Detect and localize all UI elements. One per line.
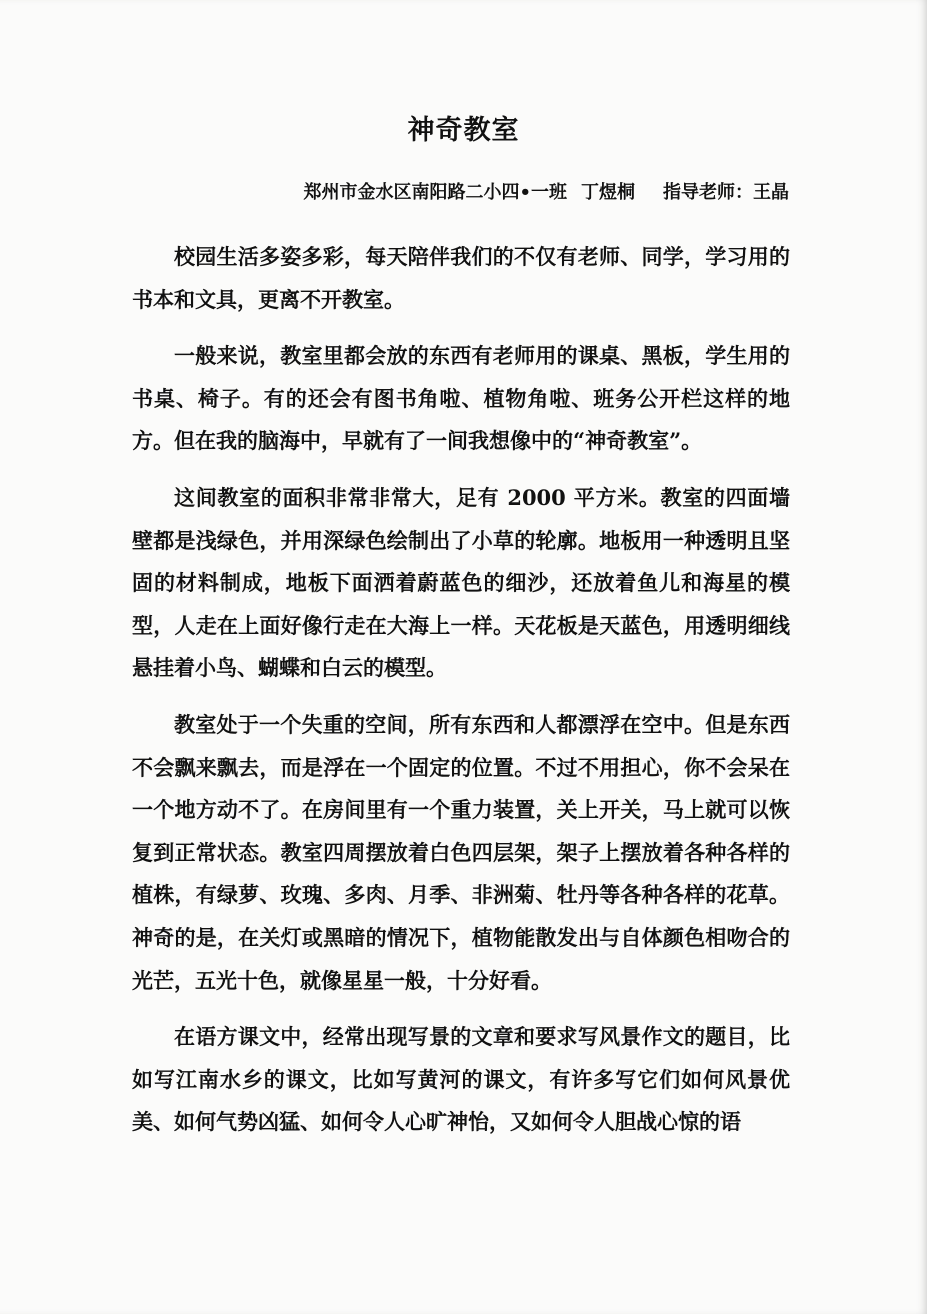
byline-teacher: 指导老师：王晶 xyxy=(663,182,789,203)
paragraph: 教室处于一个失重的空间，所有东西和人都漂浮在空中。但是东西不会飘来飘去，而是浮在一个固定的位置。不过不用担心，你不会呆在一个地方动不了。在房间里有一个重力装置，关上开关，马上就可以恢复到正常状态。教室四周摆放着白色四层架，架子上摆放着各种各样的植株，有绿萝、玫瑰、多肉、月季、非洲菊、牡丹等各种各样的花草。神奇的是，在关灯或黑暗的情况下，植物能散发出与自体颜色相吻合的光芒，五光十色，就像星星一般，十分好看。 xyxy=(132,711,790,993)
byline-school-class: 郑州市金水区南阳路二小四•一班 xyxy=(303,182,567,203)
paragraph: 一般来说，教室里都会放的东西有老师用的课桌、黑板，学生用的书桌、椅子。有的还会有图书角啦、植物角啦、班务公开栏这样的地方。但在我的脑海中，早就有了一间我想像中的“神奇教室”。 xyxy=(132,343,790,454)
paragraph: 校园生活多姿多彩，每天陪伴我们的不仅有老师、同学，学习用的书本和文具，更离不开教室。 xyxy=(132,244,790,312)
paragraph: 这间教室的面积非常非常大，足有 2000 平方米。教室的四面墙壁都是浅绿色，并用深绿色绘制出了小草的轮廓。地板用一种透明且坚固的材料制成，地板下面洒着蔚蓝色的细沙，还放着鱼儿和海星的模型，人走在上面好像行走在大海上一样。天花板是天蓝色，用透明细线悬挂着小鸟、蝴蝶和白云的模型。 xyxy=(132,484,790,681)
byline-author: 丁煜桐 xyxy=(581,182,635,203)
byline xyxy=(303,178,789,204)
article-body xyxy=(132,236,790,1158)
article-title: 神奇教室 xyxy=(407,115,520,146)
paragraph: 在语方课文中，经常出现写景的文章和要求写风景作文的题目，比如写江南水乡的课文，比如写黄河的课文，有许多写它们如何风景优美、如何气势凶猛、如何令人心旷神怡，又如何令人胆战心惊的语 xyxy=(132,1024,790,1135)
